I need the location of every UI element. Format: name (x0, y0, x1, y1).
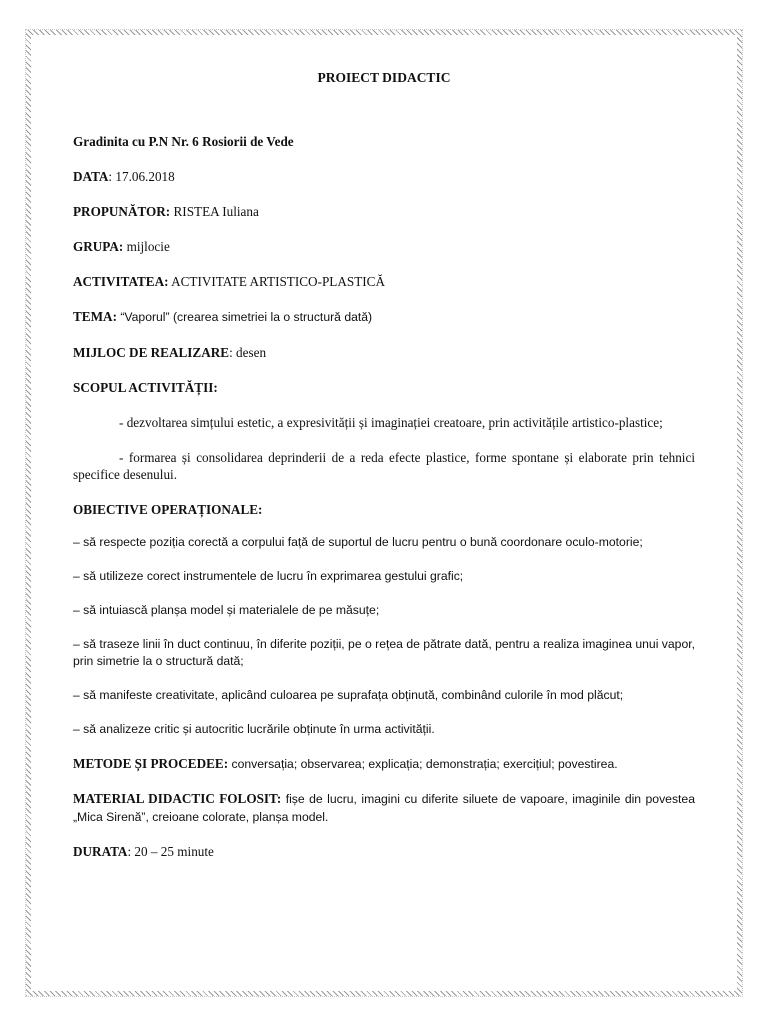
purpose-item-1: - dezvoltarea simțului estetic, a expresivității și imaginației creatoare, prin activitățile artistico-plastice; (119, 415, 663, 430)
school-name: Gradinita cu P.N Nr. 6 Rosiorii de Vede (73, 134, 294, 149)
date-label: DATA (73, 169, 109, 184)
duration-label: DURATA (73, 844, 128, 859)
group-line (73, 238, 695, 255)
objectives-heading: OBIECTIVE OPERAȚIONALE: (73, 502, 263, 517)
activity-label: ACTIVITATEA: (73, 274, 169, 289)
date-line (73, 168, 695, 185)
objectives-list (73, 534, 695, 738)
objective-item: – să manifeste creativitate, aplicând culoarea pe suprafața obținută, combinând culorile în mod plăcut; (73, 688, 624, 702)
duration-line (73, 843, 695, 860)
material-value: fișe de lucru, imagini cu diferite siluete de vapoare, imaginile din povestea „Mica Sirenă”, creioane colorate, planșa model. (73, 792, 695, 824)
activity-line (73, 273, 695, 290)
theme-label: TEMA: (73, 309, 117, 324)
means-label: MIJLOC DE REALIZARE (73, 345, 230, 360)
proposer-value: RISTEA Iuliana (170, 204, 259, 219)
theme-value: “Vaporul” (crearea simetriei la o structură dată) (116, 310, 373, 324)
methods-value: conversația; observarea; explicația; demonstrația; exercițiul; povestirea. (228, 757, 618, 771)
document-title: PROIECT DIDACTIC (317, 70, 451, 85)
purpose-item-2: - formarea și consolidarea deprinderii de a reda efecte plastice, forme spontane și elaborate prin tehnici specifice desenului. (73, 450, 695, 482)
purpose-heading: SCOPUL ACTIVITĂȚII: (73, 380, 218, 395)
material-label: MATERIAL DIDACTIC FOLOSIT: (73, 791, 282, 806)
group-value: mijlocie (123, 239, 170, 254)
document-body (73, 60, 695, 860)
methods-label: METODE ȘI PROCEDEE: (73, 756, 229, 771)
objective-item: – să traseze linii în duct continuu, în diferite poziții, pe o rețea de pătrate dată, pentru a realiza imaginea unui vapor, prin simetrie la o structură dată; (73, 637, 695, 668)
theme-line (73, 308, 695, 326)
objective-item: – să analizeze critic și autocritic lucrările obținute în urma activității. (73, 722, 435, 736)
group-label: GRUPA: (73, 239, 124, 254)
material-line (73, 790, 695, 826)
proposer-label: PROPUNĂTOR: (73, 204, 171, 219)
means-value: : desen (229, 345, 267, 360)
methods-line (73, 755, 695, 773)
duration-value: : 20 – 25 minute (127, 844, 214, 859)
date-value: : 17.06.2018 (108, 169, 175, 184)
proposer-line (73, 203, 695, 220)
means-line (73, 344, 695, 361)
activity-value: ACTIVITATE ARTISTICO-PLASTICĂ (168, 274, 385, 289)
objective-item: – să utilizeze corect instrumentele de lucru în exprimarea gestului grafic; (73, 569, 464, 583)
objective-item: – să intuiască planșa model și materialele de pe măsuțe; (73, 603, 380, 617)
objective-item: – să respecte poziția corectă a corpului față de suportul de lucru pentru o bună coordonare oculo-motorie; (73, 535, 643, 549)
